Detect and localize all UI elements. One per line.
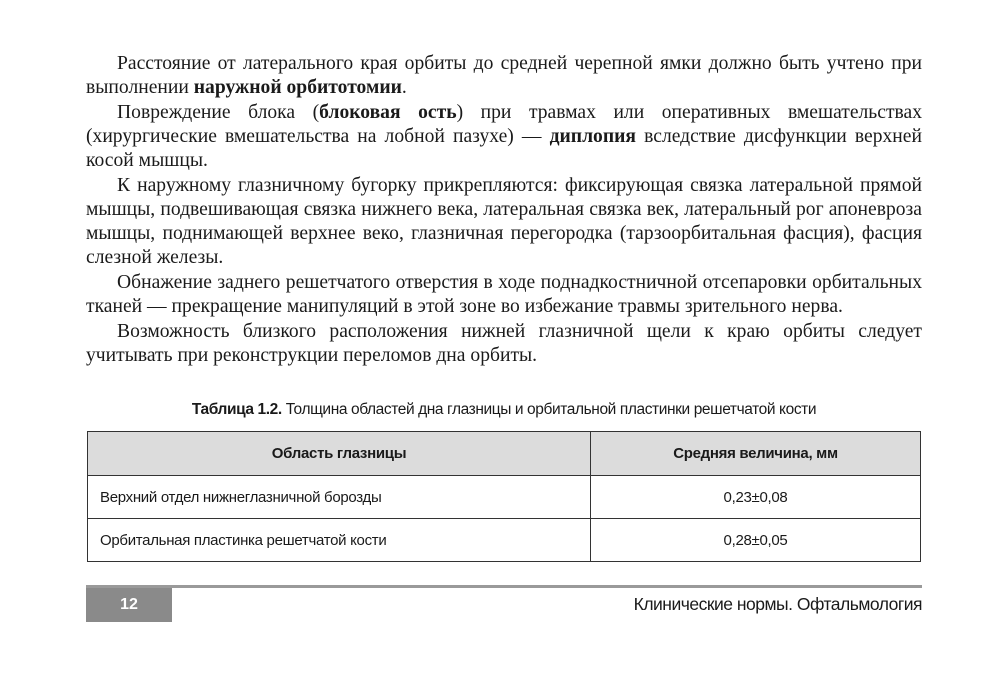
table-row xyxy=(88,476,921,519)
text-run: К наружному глазничному бугорку прикрепляются: фиксирующая связка латеральной прямой мышцы, подвешивающая связка нижнего века, латеральная связка век, латеральный рог апоневроза мышцы, поднимающей верхнее веко, глазничная перегородка (тарзоорбитальная фасция), фасция слезной железы. xyxy=(86,175,922,268)
table-caption-label: Таблица 1.2. xyxy=(191,401,282,418)
header-area: Область глазницы xyxy=(88,432,591,476)
text-run: Возможность близкого расположения нижней глазничной щели к краю орбиты следует учитывать при реконструкции переломов дна орбиты. xyxy=(86,321,922,366)
page-number: 12 xyxy=(86,588,172,622)
text-run: ) при травмах или оперативных вмешательствах (хирургические вмешательства на лобной пазухе) — xyxy=(86,102,922,147)
paragraph xyxy=(86,320,922,368)
table-caption xyxy=(86,401,922,419)
footer-divider xyxy=(86,585,922,588)
table-caption-text: Толщина областей дна глазницы и орбитальной пластинки решетчатой кости xyxy=(281,401,817,418)
table-header-row xyxy=(88,432,921,476)
bold-term: наружной орбитотомии xyxy=(193,77,402,98)
text-run: . xyxy=(401,77,407,98)
text-run: Расстояние от латерального края орбиты до средней черепной ямки должно быть учтено при выполнении xyxy=(86,53,922,98)
paragraph xyxy=(86,52,922,100)
paragraph xyxy=(86,101,922,173)
table-cell-value: 0,23±0,08 xyxy=(591,476,921,519)
text-run: Повреждение блока ( xyxy=(117,102,320,123)
paragraph xyxy=(86,174,922,270)
running-title: Клинические нормы. Офтальмология xyxy=(633,594,922,614)
header-value: Средняя величина, мм xyxy=(591,432,921,476)
body-text xyxy=(86,52,922,369)
text-run: Обнажение заднего решетчатого отверстия в ходе поднадкостничной отсепаровки орбитальных тканей — прекращение манипуляций в этой зоне во избежание травмы зрительного нерва. xyxy=(86,272,922,317)
text-run: вследствие дисфункции верхней косой мышцы. xyxy=(86,126,922,171)
table-row xyxy=(88,519,921,562)
thickness-table xyxy=(87,431,921,562)
table-cell-value: 0,28±0,05 xyxy=(591,519,921,562)
bold-term: диплопия xyxy=(549,126,637,147)
paragraph xyxy=(86,271,922,319)
table-cell-area: Орбитальная пластинка решетчатой кости xyxy=(88,519,591,562)
table-cell-area: Верхний отдел нижнеглазничной борозды xyxy=(88,476,591,519)
bold-term: блоковая ость xyxy=(319,102,457,123)
